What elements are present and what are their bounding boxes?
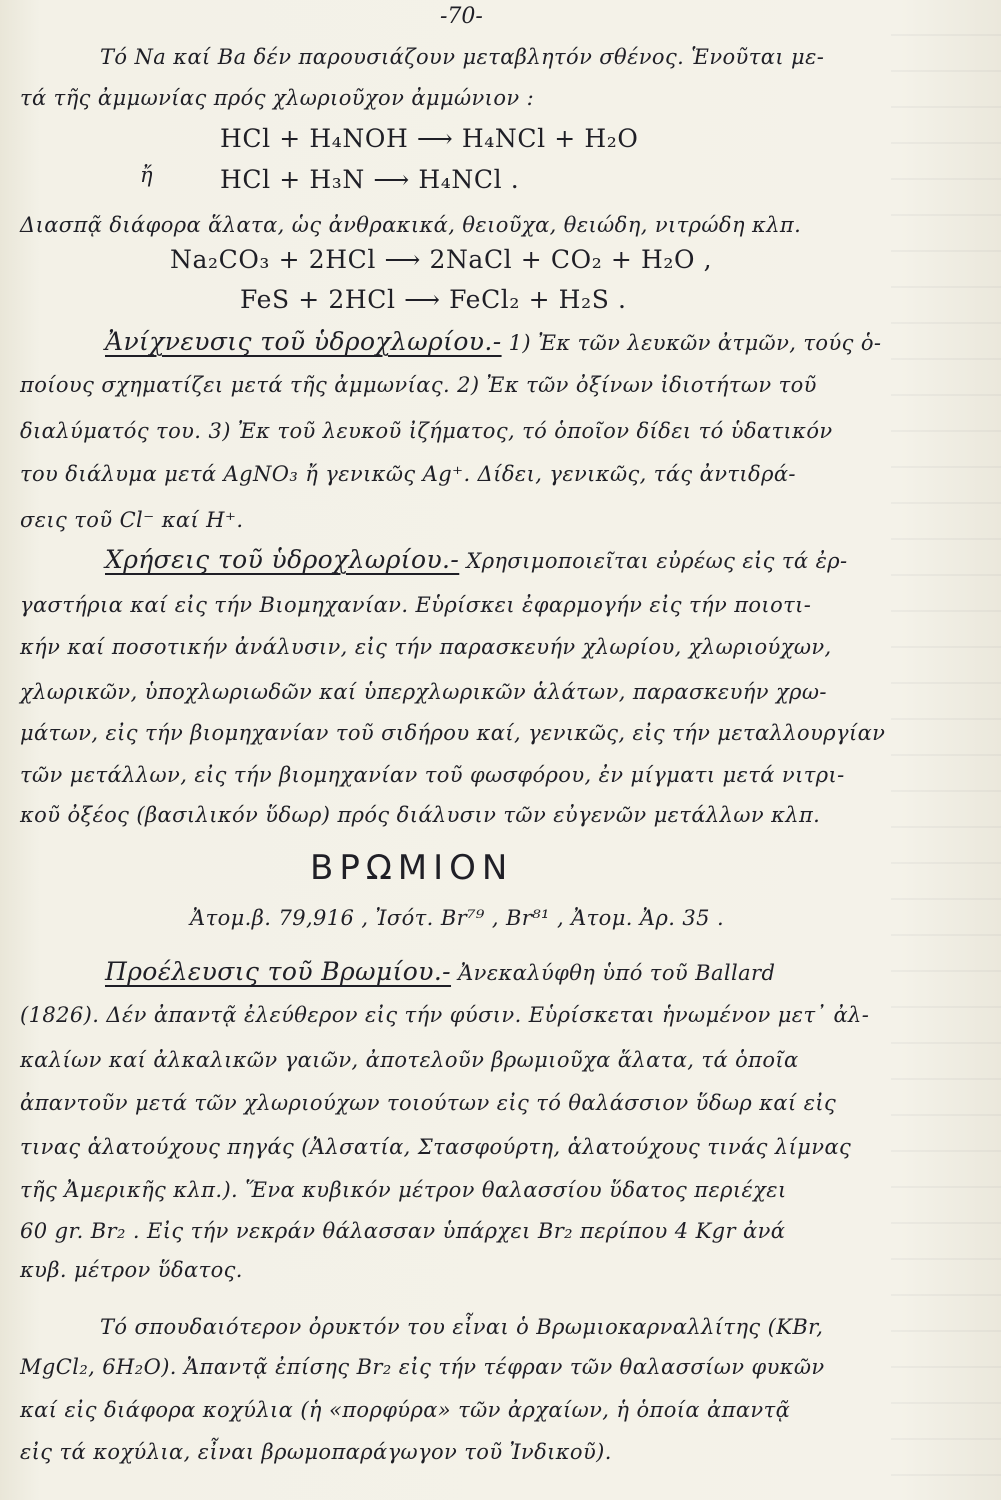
section-heading: Ἀνίχνευσις τοῦ ὑδροχλωρίου.-	[105, 327, 502, 356]
text-line: ποίους σχηματίζει μετά τῆς ἀμμωνίας. 2) Ἐκ τῶν ὀξίνων ἰδιοτήτων τοῦ	[20, 373, 817, 397]
text-line: Τό Na καί Ba δέν παρουσιάζουν μεταβλητόν σθένος. Ἑνοῦται με-	[100, 45, 825, 69]
text-line	[105, 957, 1001, 988]
text-line: 60 gr. Br₂ . Εἰς τήν νεκράν θάλασσαν ὑπάρχει Br₂ περίπου 4 Kgr ἀνά	[20, 1219, 786, 1243]
text-line: σεις τοῦ Cl⁻ καί H⁺.	[20, 508, 244, 532]
atomic-info: Ἀτομ.β. 79,916 , Ἰσότ. Br⁷⁹ , Br⁸¹ , Ἀτομ. Ἀρ. 35 .	[190, 906, 725, 930]
chemical-equation: FeS + 2HCl ⟶ FeCl₂ + H₂S .	[240, 285, 627, 314]
text-run: Χρησιμοποιεῖται εὐρέως εἰς τά ἐρ-	[459, 549, 848, 573]
text-run: Ἀνεκαλύφθη ὑπό τοῦ Ballard	[451, 961, 776, 985]
text-line: Τό σπουδαιότερον ὀρυκτόν του εἶναι ὁ Βρωμιοκαρναλλίτης (KBr,	[100, 1315, 824, 1339]
text-line: καλίων καί ἀλκαλικῶν γαιῶν, ἀποτελοῦν βρωμιοῦχα ἅλατα, τά ὁποῖα	[20, 1048, 799, 1072]
text-line	[105, 327, 1001, 358]
chemical-equation: HCl + H₄NOH ⟶ H₄NCl + H₂O	[220, 124, 639, 153]
chemical-equation: HCl + H₃N ⟶ H₄NCl .	[220, 165, 520, 194]
text-line: μάτων, εἰς τήν βιομηχανίαν τοῦ σιδήρου καί, γενικῶς, εἰς τήν μεταλλουργίαν	[20, 721, 886, 745]
text-line: εἰς τά κοχύλια, εἶναι βρωμοπαράγωγον τοῦ Ἰνδικοῦ).	[20, 1440, 612, 1464]
text-line: του διάλυμα μετά AgNO₃ ἤ γενικῶς Ag⁺. Δίδει, γενικῶς, τάς ἀντιδρά-	[20, 462, 796, 486]
text-line: διαλύματός του. 3) Ἐκ τοῦ λευκοῦ ἰζήματος, τό ὁποῖον δίδει τό ὑδατικόν	[20, 419, 833, 443]
text-line: ἤ	[140, 163, 153, 187]
text-line: γαστήρια καί εἰς τήν Βιομηχανίαν. Εὑρίσκει ἐφαρμογήν εἰς τήν ποιοτι-	[20, 593, 812, 617]
text-line: τινας ἁλατούχους πηγάς (Ἀλσατία, Στασφούρτη, ἁλατούχους τινάς λίμνας	[20, 1135, 852, 1159]
text-line: κυβ. μέτρον ὕδατος.	[20, 1258, 243, 1282]
section-heading: Προέλευσις τοῦ Βρωμίου.-	[105, 957, 452, 986]
text-line: ἀπαντοῦν μετά τῶν χλωριούχων τοιούτων εἰς τό θαλάσσιον ὕδωρ καί εἰς	[20, 1091, 837, 1115]
text-run: 1) Ἐκ τῶν λευκῶν ἀτμῶν, τούς ὁ-	[501, 331, 882, 355]
text-line: (1826). Δέν ἀπαντᾷ ἐλεύθερον εἰς τήν φύσιν. Εὑρίσκεται ἡνωμένον μετ᾽ ἀλ-	[20, 1003, 870, 1027]
text-line: τῶν μετάλλων, εἰς τήν βιομηχανίαν τοῦ φωσφόρου, ἐν μίγματι μετά νιτρι-	[20, 763, 845, 787]
section-heading: Χρήσεις τοῦ ὑδροχλωρίου.-	[105, 545, 460, 574]
text-line: κήν καί ποσοτικήν ἀνάλυσιν, εἰς τήν παρασκευήν χλωρίου, χλωριούχων,	[20, 635, 832, 659]
text-line: MgCl₂, 6H₂O). Ἀπαντᾷ ἐπίσης Br₂ εἰς τήν τέφραν τῶν θαλασσίων φυκῶν	[20, 1355, 825, 1379]
text-line: Διασπᾷ διάφορα ἅλατα, ὡς ἀνθρακικά, θειοῦχα, θειώδη, νιτρώδη κλπ.	[20, 213, 802, 237]
text-line: καί εἰς διάφορα κοχύλια (ἡ «πορφύρα» τῶν ἀρχαίων, ἡ ὁποία ἀπαντᾷ	[20, 1398, 791, 1422]
text-line: κοῦ ὀξέος (βασιλικόν ὕδωρ) πρός διάλυσιν τῶν εὐγενῶν μετάλλων κλπ.	[20, 803, 821, 827]
section-title: ΒΡΩΜΙΟΝ	[310, 848, 514, 888]
text-line: τά τῆς ἀμμωνίας πρός χλωριοῦχον ἀμμώνιον :	[20, 86, 535, 110]
text-line: χλωρικῶν, ὑποχλωριωδῶν καί ὑπερχλωρικῶν ἁλάτων, παρασκευήν χρω-	[20, 680, 827, 704]
text-line	[105, 545, 1001, 576]
chemical-equation: Na₂CO₃ + 2HCl ⟶ 2NaCl + CO₂ + H₂O ,	[170, 245, 713, 274]
page-number: -70-	[440, 4, 483, 29]
text-line: τῆς Ἀμερικῆς κλπ.). Ἕνα κυβικόν μέτρον θαλασσίου ὕδατος περιέχει	[20, 1178, 787, 1202]
